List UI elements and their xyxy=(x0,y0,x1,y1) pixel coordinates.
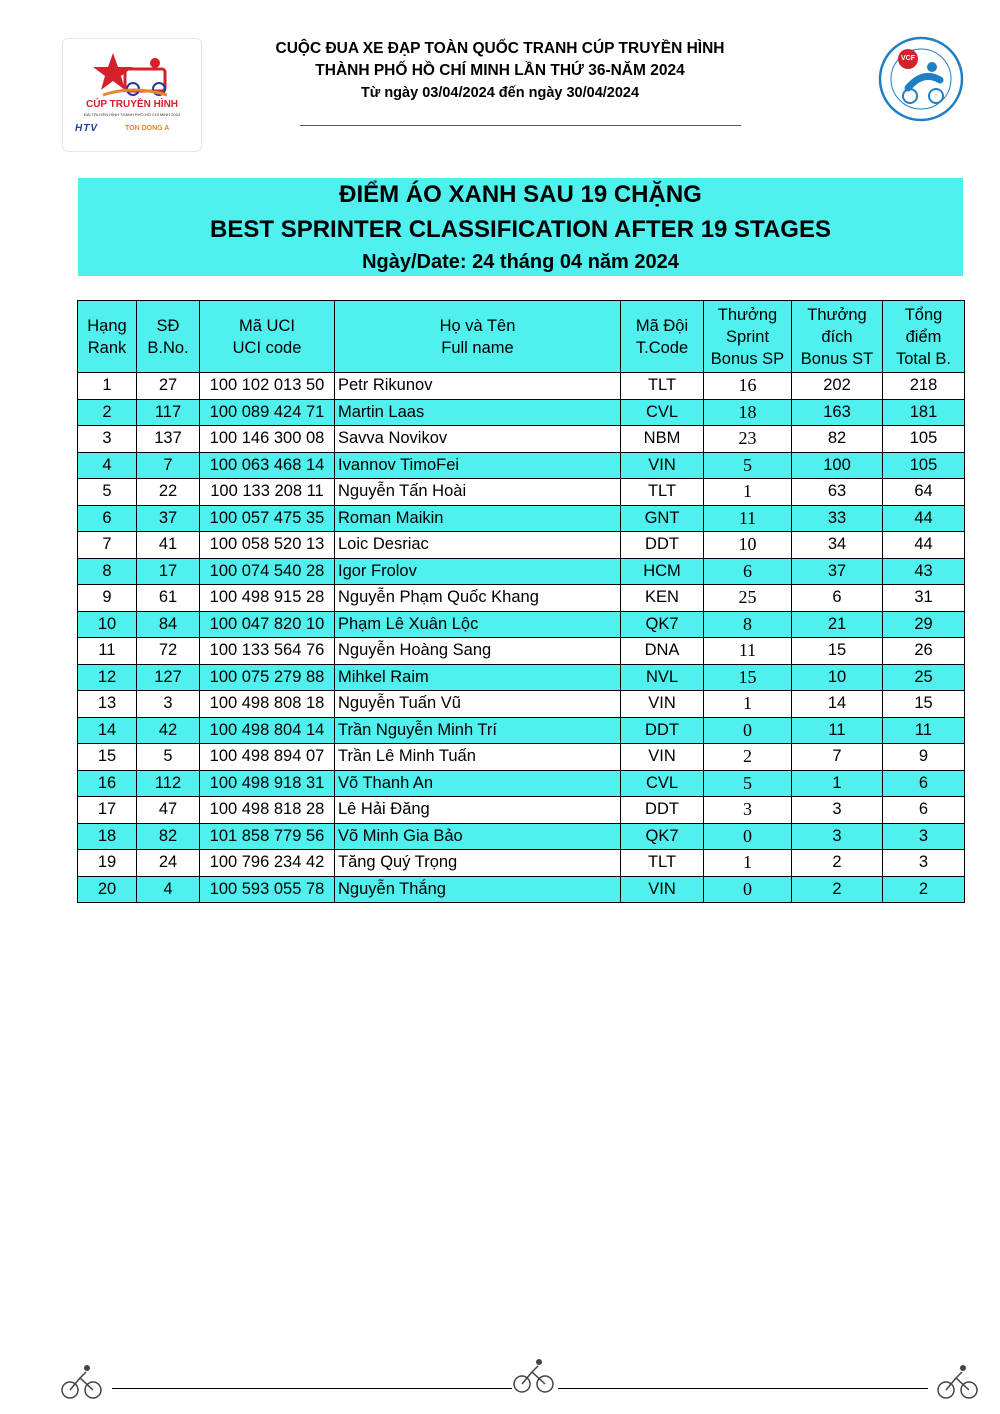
table-row xyxy=(78,744,965,771)
total-cell: 3 xyxy=(883,823,965,850)
header-uci xyxy=(200,301,335,373)
bib-cell: 27 xyxy=(137,373,200,400)
stage-bonus-cell: 6 xyxy=(792,585,883,612)
footer-line-right xyxy=(558,1388,928,1389)
rank-cell: 7 xyxy=(78,532,137,559)
header-row xyxy=(78,301,965,373)
total-cell: 25 xyxy=(883,664,965,691)
uci-code-cell: 100 133 564 76 xyxy=(200,638,335,665)
rider-name-cell: Lê Hải Đăng xyxy=(335,797,621,824)
header-divider xyxy=(300,125,741,126)
header-label: Mã UCI xyxy=(239,316,295,335)
rank-cell: 16 xyxy=(78,770,137,797)
stage-bonus-cell: 82 xyxy=(792,426,883,453)
rider-name-cell: Ivannov TimoFei xyxy=(335,452,621,479)
uci-code-cell: 100 498 894 07 xyxy=(200,744,335,771)
total-cell: 105 xyxy=(883,426,965,453)
sprint-bonus-cell: 0 xyxy=(704,876,792,903)
title-vietnamese: ĐIỂM ÁO XANH SAU 19 CHẶNG xyxy=(339,181,702,208)
total-cell: 3 xyxy=(883,850,965,877)
uci-code-cell: 101 858 779 56 xyxy=(200,823,335,850)
header-label: T.Code xyxy=(635,338,689,357)
rank-cell: 13 xyxy=(78,691,137,718)
cup-logo-title: CÚP TRUYỀN HÌNH xyxy=(85,99,179,110)
sprint-bonus-cell: 1 xyxy=(704,479,792,506)
table-row xyxy=(78,638,965,665)
vcf-logo-text: VCF xyxy=(901,55,915,62)
rider-name-cell: Nguyễn Thắng xyxy=(335,876,621,903)
header-rank xyxy=(78,301,137,373)
uci-code-cell: 100 146 300 08 xyxy=(200,426,335,453)
team-code-cell: NVL xyxy=(621,664,704,691)
header-label: đích xyxy=(821,327,853,346)
stage-bonus-cell: 100 xyxy=(792,452,883,479)
title-date: Ngày/Date: 24 tháng 04 năm 2024 xyxy=(362,251,679,273)
sprint-bonus-cell: 5 xyxy=(704,770,792,797)
table-row xyxy=(78,585,965,612)
total-cell: 6 xyxy=(883,770,965,797)
title-english: BEST SPRINTER CLASSIFICATION AFTER 19 STAGES xyxy=(210,216,831,243)
bib-cell: 24 xyxy=(137,850,200,877)
rider-name-cell: Nguyễn Tuấn Vũ xyxy=(335,691,621,718)
team-code-cell: KEN xyxy=(621,585,704,612)
table-row xyxy=(78,532,965,559)
rank-cell: 15 xyxy=(78,744,137,771)
sprint-bonus-cell: 2 xyxy=(704,744,792,771)
team-code-cell: CVL xyxy=(621,770,704,797)
bib-cell: 5 xyxy=(137,744,200,771)
bib-cell: 137 xyxy=(137,426,200,453)
bib-cell: 3 xyxy=(137,691,200,718)
tondonga-logo: TON DONG A xyxy=(125,125,170,132)
rider-name-cell: Trần Lê Minh Tuấn xyxy=(335,744,621,771)
rank-cell: 19 xyxy=(78,850,137,877)
rank-cell: 18 xyxy=(78,823,137,850)
uci-code-cell: 100 133 208 11 xyxy=(200,479,335,506)
stage-bonus-cell: 3 xyxy=(792,823,883,850)
team-code-cell: DDT xyxy=(621,532,704,559)
uci-code-cell: 100 796 234 42 xyxy=(200,850,335,877)
sprint-bonus-cell: 3 xyxy=(704,797,792,824)
event-header xyxy=(240,38,760,104)
vcf-logo xyxy=(878,36,964,122)
table-row xyxy=(78,876,965,903)
header-bib xyxy=(137,301,200,373)
uci-code-cell: 100 058 520 13 xyxy=(200,532,335,559)
header-label: SĐ xyxy=(156,316,180,335)
rank-cell: 3 xyxy=(78,426,137,453)
stage-bonus-cell: 11 xyxy=(792,717,883,744)
cup-logo xyxy=(62,38,202,152)
sprint-bonus-cell: 0 xyxy=(704,823,792,850)
uci-code-cell: 100 498 808 18 xyxy=(200,691,335,718)
stage-bonus-cell: 37 xyxy=(792,558,883,585)
footer xyxy=(0,1356,1000,1406)
uci-code-cell: 100 074 540 28 xyxy=(200,558,335,585)
bib-cell: 37 xyxy=(137,505,200,532)
stage-bonus-cell: 163 xyxy=(792,399,883,426)
bib-cell: 117 xyxy=(137,399,200,426)
event-dates: Từ ngày 03/04/2024 đến ngày 30/04/2024 xyxy=(360,85,640,101)
header-label: B.No. xyxy=(147,338,189,357)
sprint-bonus-cell: 0 xyxy=(704,717,792,744)
header-label: Tổng xyxy=(904,305,943,324)
table-row xyxy=(78,452,965,479)
rank-cell: 11 xyxy=(78,638,137,665)
rider-name-cell: Loic Desriac xyxy=(335,532,621,559)
stage-bonus-cell: 14 xyxy=(792,691,883,718)
header-total xyxy=(883,301,965,373)
total-cell: 2 xyxy=(883,876,965,903)
total-cell: 11 xyxy=(883,717,965,744)
rider-name-cell: Nguyễn Phạm Quốc Khang xyxy=(335,585,621,612)
bib-cell: 17 xyxy=(137,558,200,585)
sprint-bonus-cell: 1 xyxy=(704,850,792,877)
rider-name-cell: Trần Nguyễn Minh Trí xyxy=(335,717,621,744)
stage-bonus-cell: 2 xyxy=(792,876,883,903)
table-body xyxy=(78,373,965,903)
team-code-cell: TLT xyxy=(621,479,704,506)
stage-bonus-cell: 1 xyxy=(792,770,883,797)
table-row xyxy=(78,823,965,850)
sprint-bonus-cell: 16 xyxy=(704,373,792,400)
total-cell: 44 xyxy=(883,532,965,559)
team-code-cell: VIN xyxy=(621,452,704,479)
rider-name-cell: Martin Laas xyxy=(335,399,621,426)
stage-bonus-cell: 15 xyxy=(792,638,883,665)
table-row xyxy=(78,373,965,400)
table-row xyxy=(78,505,965,532)
rank-cell: 4 xyxy=(78,452,137,479)
bib-cell: 22 xyxy=(137,479,200,506)
header-label: Thưởng xyxy=(717,305,778,324)
stage-bonus-cell: 7 xyxy=(792,744,883,771)
event-title-line2: THÀNH PHỐ HỒ CHÍ MINH LẦN THỨ 36-NĂM 2024 xyxy=(315,62,685,79)
footer-line-left xyxy=(112,1388,512,1389)
total-cell: 44 xyxy=(883,505,965,532)
rank-cell: 1 xyxy=(78,373,137,400)
bib-cell: 84 xyxy=(137,611,200,638)
header-label: Total B. xyxy=(895,349,952,368)
team-code-cell: DNA xyxy=(621,638,704,665)
rank-cell: 8 xyxy=(78,558,137,585)
team-code-cell: QK7 xyxy=(621,611,704,638)
total-cell: 218 xyxy=(883,373,965,400)
sprint-bonus-cell: 11 xyxy=(704,638,792,665)
bib-cell: 41 xyxy=(137,532,200,559)
header-name xyxy=(335,301,621,373)
rank-cell: 12 xyxy=(78,664,137,691)
header-label: Sprint xyxy=(725,327,770,346)
stage-bonus-cell: 10 xyxy=(792,664,883,691)
sprint-bonus-cell: 23 xyxy=(704,426,792,453)
rank-cell: 20 xyxy=(78,876,137,903)
stage-bonus-cell: 33 xyxy=(792,505,883,532)
sprint-bonus-cell: 10 xyxy=(704,532,792,559)
htv-logo: HTV xyxy=(75,123,98,134)
team-code-cell: DDT xyxy=(621,717,704,744)
rider-name-cell: Phạm Lê Xuân Lộc xyxy=(335,611,621,638)
header-label: Hạng xyxy=(87,316,127,335)
header-label: Bonus SP xyxy=(710,349,785,368)
uci-code-cell: 100 498 818 28 xyxy=(200,797,335,824)
table-header xyxy=(78,301,965,373)
total-cell: 6 xyxy=(883,797,965,824)
sprint-bonus-cell: 11 xyxy=(704,505,792,532)
header-label: điểm xyxy=(905,327,942,346)
total-cell: 26 xyxy=(883,638,965,665)
bib-cell: 61 xyxy=(137,585,200,612)
stage-bonus-cell: 3 xyxy=(792,797,883,824)
bib-cell: 47 xyxy=(137,797,200,824)
bib-cell: 4 xyxy=(137,876,200,903)
stage-bonus-cell: 2 xyxy=(792,850,883,877)
cup-logo-subtitle: ĐÀI TRUYỀN HÌNH THÀNH PHỐ HỒ CHÍ MINH 2024 xyxy=(83,112,181,117)
team-code-cell: TLT xyxy=(621,373,704,400)
bib-cell: 127 xyxy=(137,664,200,691)
table-row xyxy=(78,797,965,824)
cyclist-icon xyxy=(512,1356,556,1396)
results-table xyxy=(77,300,965,903)
header-label: Bonus ST xyxy=(800,349,874,368)
table-row xyxy=(78,399,965,426)
bib-cell: 112 xyxy=(137,770,200,797)
stage-bonus-cell: 63 xyxy=(792,479,883,506)
sprint-bonus-cell: 8 xyxy=(704,611,792,638)
uci-code-cell: 100 498 915 28 xyxy=(200,585,335,612)
rider-name-cell: Igor Frolov xyxy=(335,558,621,585)
header-label: Thưởng xyxy=(807,305,867,324)
star-cyclist-icon xyxy=(63,39,201,101)
bib-cell: 82 xyxy=(137,823,200,850)
uci-code-cell: 100 498 918 31 xyxy=(200,770,335,797)
uci-code-cell: 100 498 804 14 xyxy=(200,717,335,744)
total-cell: 15 xyxy=(883,691,965,718)
bib-cell: 72 xyxy=(137,638,200,665)
cyclist-icon xyxy=(60,1362,104,1402)
team-code-cell: CVL xyxy=(621,399,704,426)
rank-cell: 2 xyxy=(78,399,137,426)
team-code-cell: VIN xyxy=(621,691,704,718)
sprint-bonus-cell: 25 xyxy=(704,585,792,612)
table-row xyxy=(78,717,965,744)
sprint-bonus-cell: 5 xyxy=(704,452,792,479)
total-cell: 9 xyxy=(883,744,965,771)
stage-bonus-cell: 202 xyxy=(792,373,883,400)
rider-name-cell: Võ Minh Gia Bảo xyxy=(335,823,621,850)
total-cell: 31 xyxy=(883,585,965,612)
rank-cell: 10 xyxy=(78,611,137,638)
team-code-cell: DDT xyxy=(621,797,704,824)
header-label: UCI code xyxy=(232,338,302,357)
rider-name-cell: Nguyễn Hoàng Sang xyxy=(335,638,621,665)
stage-bonus-cell: 34 xyxy=(792,532,883,559)
rank-cell: 6 xyxy=(78,505,137,532)
stage-bonus-cell: 21 xyxy=(792,611,883,638)
rider-name-cell: Roman Maikin xyxy=(335,505,621,532)
team-code-cell: QK7 xyxy=(621,823,704,850)
team-code-cell: GNT xyxy=(621,505,704,532)
bib-cell: 42 xyxy=(137,717,200,744)
table-row xyxy=(78,479,965,506)
table-row xyxy=(78,558,965,585)
sprint-bonus-cell: 15 xyxy=(704,664,792,691)
table-row xyxy=(78,770,965,797)
uci-code-cell: 100 089 424 71 xyxy=(200,399,335,426)
rider-name-cell: Tăng Quý Trọng xyxy=(335,850,621,877)
total-cell: 43 xyxy=(883,558,965,585)
table-row xyxy=(78,426,965,453)
rank-cell: 9 xyxy=(78,585,137,612)
uci-code-cell: 100 102 013 50 xyxy=(200,373,335,400)
table-row xyxy=(78,691,965,718)
header-sprint-bonus xyxy=(704,301,792,373)
table-row xyxy=(78,611,965,638)
team-code-cell: VIN xyxy=(621,876,704,903)
header-label: Họ và Tên xyxy=(439,316,516,335)
header-label: Rank xyxy=(87,338,127,357)
rank-cell: 17 xyxy=(78,797,137,824)
rank-cell: 5 xyxy=(78,479,137,506)
vcf-emblem-icon xyxy=(878,36,964,122)
cyclist-icon xyxy=(936,1362,980,1402)
team-code-cell: NBM xyxy=(621,426,704,453)
header-label: Mã Đội xyxy=(635,316,689,335)
uci-code-cell: 100 075 279 88 xyxy=(200,664,335,691)
sprint-bonus-cell: 6 xyxy=(704,558,792,585)
rider-name-cell: Nguyễn Tấn Hoài xyxy=(335,479,621,506)
uci-code-cell: 100 057 475 35 xyxy=(200,505,335,532)
event-title-line1: CUỘC ĐUA XE ĐẠP TOÀN QUỐC TRANH CÚP TRUYỀN HÌNH xyxy=(275,40,725,57)
total-cell: 29 xyxy=(883,611,965,638)
uci-code-cell: 100 593 055 78 xyxy=(200,876,335,903)
bib-cell: 7 xyxy=(137,452,200,479)
rider-name-cell: Petr Rikunov xyxy=(335,373,621,400)
team-code-cell: HCM xyxy=(621,558,704,585)
uci-code-cell: 100 047 820 10 xyxy=(200,611,335,638)
table-row xyxy=(78,850,965,877)
team-code-cell: TLT xyxy=(621,850,704,877)
sprint-bonus-cell: 1 xyxy=(704,691,792,718)
total-cell: 64 xyxy=(883,479,965,506)
rank-cell: 14 xyxy=(78,717,137,744)
rider-name-cell: Mihkel Raim xyxy=(335,664,621,691)
sprint-bonus-cell: 18 xyxy=(704,399,792,426)
header-team xyxy=(621,301,704,373)
uci-code-cell: 100 063 468 14 xyxy=(200,452,335,479)
team-code-cell: VIN xyxy=(621,744,704,771)
header-label: Full name xyxy=(441,338,514,357)
header-stage-bonus xyxy=(792,301,883,373)
table-row xyxy=(78,664,965,691)
total-cell: 181 xyxy=(883,399,965,426)
rider-name-cell: Savva Novikov xyxy=(335,426,621,453)
rider-name-cell: Võ Thanh An xyxy=(335,770,621,797)
total-cell: 105 xyxy=(883,452,965,479)
classification-title-band xyxy=(78,178,963,276)
